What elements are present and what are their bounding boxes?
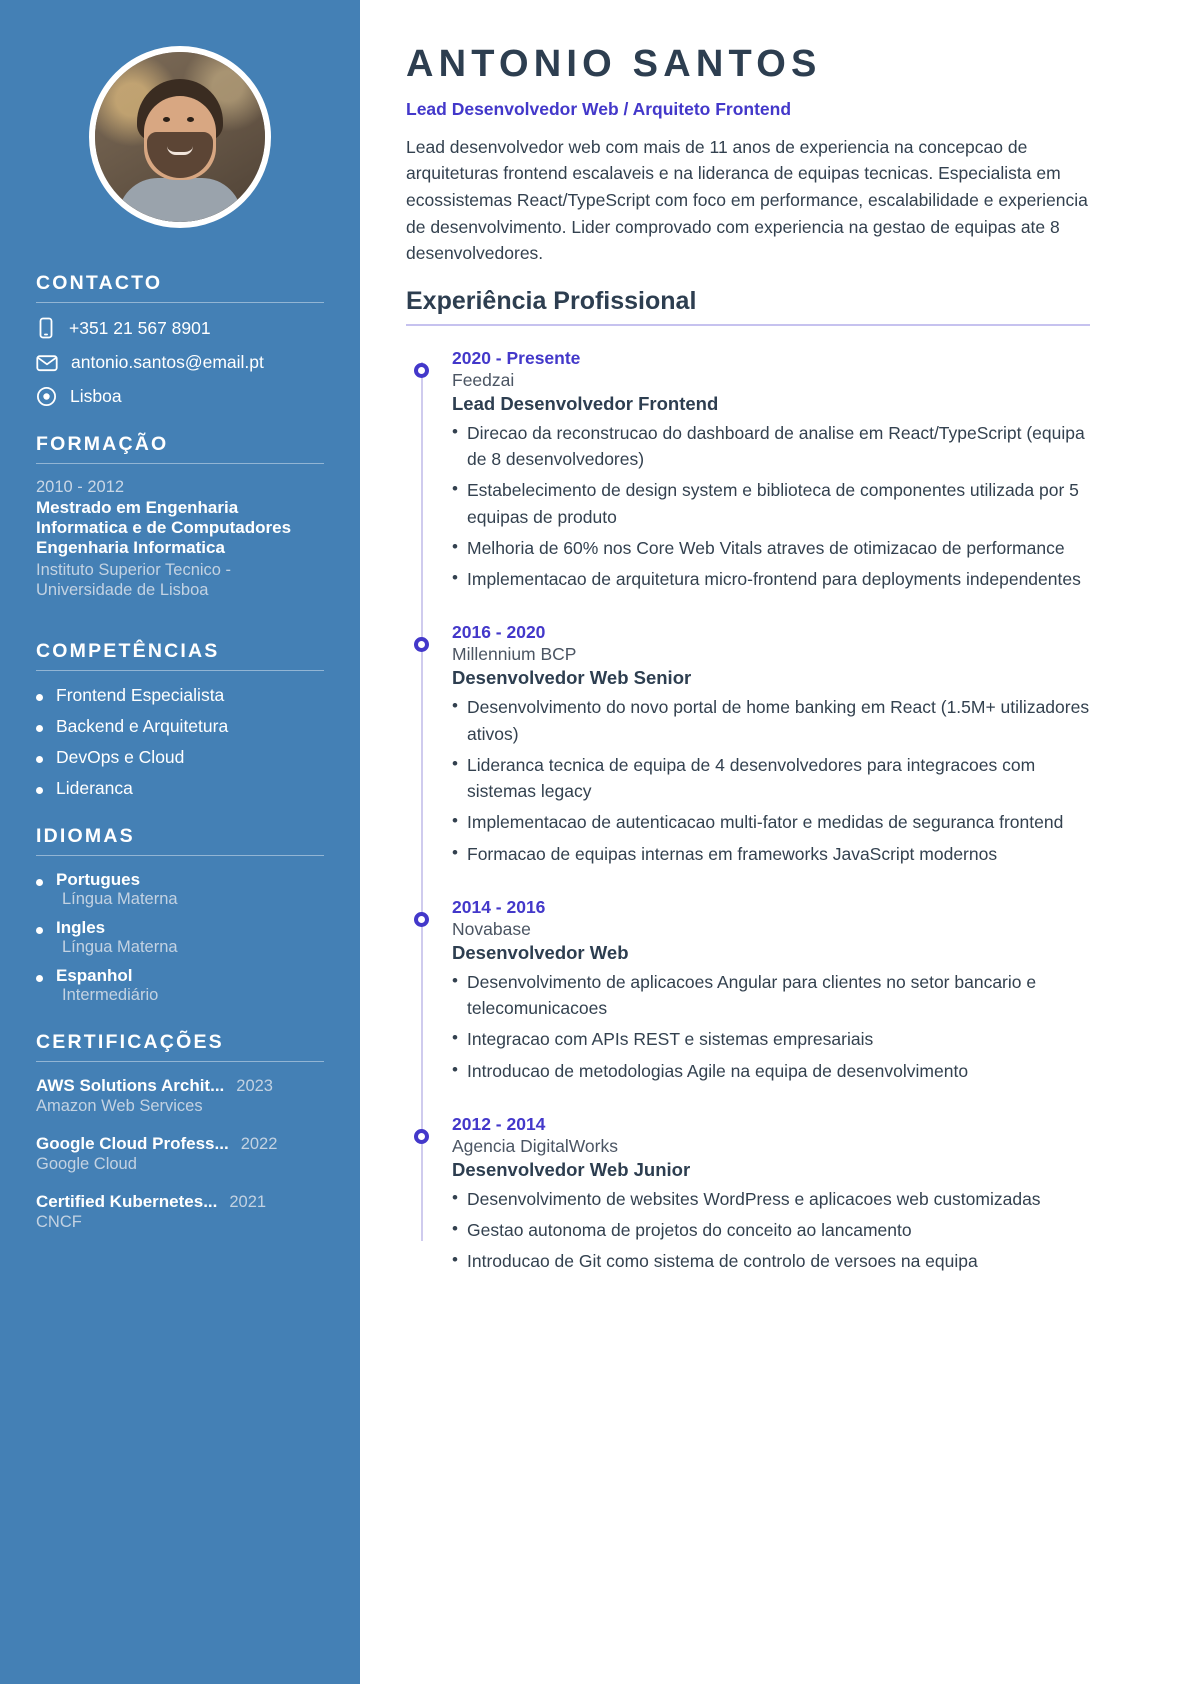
- list-item: [36, 1076, 324, 1116]
- avatar-eye-right: [187, 117, 194, 122]
- languages-section: [0, 825, 360, 1005]
- certifications-section: [0, 1031, 360, 1232]
- languages-list: [36, 870, 324, 1005]
- skill-label: DevOps e Cloud: [56, 746, 185, 767]
- contact-heading: CONTACTO: [36, 272, 163, 294]
- bullet-icon: [36, 879, 43, 886]
- experience-dates: 2016 - 2020: [452, 622, 546, 643]
- list-item: [36, 1134, 324, 1174]
- experience-bullets: [452, 1186, 1090, 1275]
- list-item: • Formacao de equipas internas em frameworks JavaScript modernos: [452, 841, 1090, 867]
- contact-phone[interactable]: [36, 317, 324, 339]
- skills-heading: COMPETÊNCIAS: [36, 639, 220, 662]
- language-level: Intermediário: [62, 985, 159, 1004]
- timeline-marker-icon: [414, 912, 429, 927]
- list-item: [36, 778, 324, 799]
- certification-name: Certified Kubernetes...: [36, 1191, 218, 1211]
- certification-name: AWS Solutions Archit...: [36, 1075, 225, 1095]
- contact-location[interactable]: [36, 386, 324, 407]
- certification-year: 2021: [229, 1192, 267, 1211]
- languages-heading: IDIOMAS: [36, 824, 135, 847]
- language-level: Língua Materna: [62, 937, 178, 956]
- education-item: [36, 478, 324, 600]
- list-item: [36, 918, 324, 957]
- experience-position: Desenvolvedor Web: [452, 941, 629, 963]
- certification-issuer: Amazon Web Services: [36, 1096, 203, 1115]
- contact-location-value: Lisboa: [70, 386, 122, 406]
- education-heading: FORMAÇÃO: [36, 433, 169, 455]
- list-item: • Integracao com APIs REST e sistemas empresariais: [452, 1026, 1090, 1052]
- bullet-icon: [36, 787, 43, 794]
- language-name: Espanhol: [56, 965, 133, 985]
- contact-divider: [36, 302, 324, 303]
- list-item: • Lideranca tecnica de equipa de 4 desenvolvedores para integracoes com sistemas legacy: [452, 752, 1090, 805]
- list-item: • Desenvolvimento de websites WordPress e aplicacoes web customizadas: [452, 1186, 1090, 1212]
- sidebar: [0, 0, 360, 1684]
- list-item: • Direcao da reconstrucao do dashboard de analise em React/TypeScript (equipa de 8 desenvolvedores): [452, 420, 1090, 473]
- experience-bullets: [452, 694, 1090, 867]
- experience-company: Feedzai: [452, 369, 515, 390]
- language-level: Língua Materna: [62, 889, 178, 908]
- education-school: Instituto Superior Tecnico - Universidade de Lisboa: [36, 560, 232, 599]
- certification-year: 2022: [240, 1134, 278, 1153]
- avatar-wrapper: [0, 0, 360, 246]
- phone-icon: [36, 317, 56, 339]
- list-item: [36, 716, 324, 737]
- experience-entry: [452, 348, 1090, 593]
- main-content: [360, 0, 1190, 1684]
- skill-label: Frontend Especialista: [56, 684, 225, 705]
- job-role-subtitle: Lead Desenvolvedor Web / Arquiteto Frontend: [406, 98, 792, 119]
- timeline-marker-icon: [414, 637, 429, 652]
- experience-entry: [452, 1114, 1090, 1275]
- experience-section-title: Experiência Profissional: [406, 287, 1090, 326]
- experience-timeline: [406, 348, 1090, 1275]
- education-degree: Mestrado em Engenharia Informatica e de Computadores Engenharia Informatica: [36, 498, 292, 558]
- list-item: • Implementacao de autenticacao multi-fator e medidas de seguranca frontend: [452, 809, 1090, 835]
- list-item: [36, 685, 324, 706]
- location-icon: [36, 386, 57, 407]
- list-item: • Introducao de Git como sistema de controlo de versoes na equipa: [452, 1248, 1090, 1274]
- certification-issuer: Google Cloud: [36, 1154, 137, 1173]
- bullet-icon: [36, 975, 43, 982]
- bullet-icon: [36, 694, 43, 701]
- skills-section: [0, 640, 360, 799]
- page-title: ANTONIO SANTOS: [406, 43, 822, 85]
- avatar-eye-left: [163, 117, 170, 122]
- language-name: Portugues: [56, 869, 141, 889]
- list-item: • Estabelecimento de design system e biblioteca de componentes utilizada por 5 equipas de produto: [452, 477, 1090, 530]
- list-item: [36, 870, 324, 909]
- education-divider: [36, 463, 324, 464]
- experience-position: Lead Desenvolvedor Frontend: [452, 392, 719, 414]
- experience-company: Novabase: [452, 918, 531, 939]
- list-item: [36, 1192, 324, 1232]
- email-icon: [36, 354, 58, 372]
- experience-dates: 2014 - 2016: [452, 896, 546, 917]
- experience-company: Agencia DigitalWorks: [452, 1135, 618, 1156]
- contact-email-value: antonio.santos@email.pt: [71, 352, 264, 372]
- experience-entry: [452, 622, 1090, 867]
- education-section: [0, 433, 360, 600]
- experience-dates: 2020 - Presente: [452, 347, 581, 368]
- experience-position: Desenvolvedor Web Junior: [452, 1158, 691, 1180]
- experience-position: Desenvolvedor Web Senior: [452, 667, 692, 689]
- list-item: • Gestao autonoma de projetos do conceito ao lancamento: [452, 1217, 1090, 1243]
- certifications-divider: [36, 1061, 324, 1062]
- contact-email[interactable]: [36, 352, 324, 373]
- contact-phone-value: +351 21 567 8901: [69, 317, 211, 338]
- experience-entry: [452, 897, 1090, 1084]
- list-item: • Implementacao de arquitetura micro-frontend para deployments independentes: [452, 566, 1090, 592]
- certifications-heading: CERTIFICAÇÕES: [36, 1030, 224, 1053]
- avatar-body: [118, 178, 242, 228]
- avatar: [89, 46, 271, 228]
- language-name: Ingles: [56, 917, 106, 937]
- experience-bullets: [452, 420, 1090, 593]
- certification-issuer: CNCF: [36, 1212, 82, 1231]
- contact-section: [0, 272, 360, 407]
- list-item: • Desenvolvimento de aplicacoes Angular para clientes no setor bancario e telecomunicacoes: [452, 969, 1090, 1022]
- timeline-marker-icon: [414, 363, 429, 378]
- experience-company: Millennium BCP: [452, 644, 577, 665]
- list-item: • Introducao de metodologias Agile na equipa de desenvolvimento: [452, 1058, 1090, 1084]
- skill-label: Lideranca: [56, 777, 133, 798]
- education-dates: 2010 - 2012: [36, 478, 125, 496]
- skill-label: Backend e Arquitetura: [56, 715, 229, 736]
- list-item: [36, 747, 324, 768]
- experience-dates: 2012 - 2014: [452, 1113, 546, 1134]
- certification-name: Google Cloud Profess...: [36, 1133, 229, 1153]
- list-item: [36, 966, 324, 1005]
- timeline-marker-icon: [414, 1129, 429, 1144]
- list-item: • Melhoria de 60% nos Core Web Vitals atraves de otimizacao de performance: [452, 535, 1090, 561]
- languages-divider: [36, 855, 324, 856]
- skills-list: [36, 685, 324, 799]
- certification-year: 2023: [236, 1076, 273, 1095]
- professional-summary: Lead desenvolvedor web com mais de 11 anos de experiencia na concepcao de arquiteturas frontend escalaveis e na lideranca de equipas tecnicas. Especialista em ecossistemas React/TypeScript com foco em performance, escalabilidade e experiencia de desenvolvimento. Lider comprovado com experiencia na gestao de equipas ate 8 desenvolvedores.: [406, 136, 1088, 264]
- bullet-icon: [36, 756, 43, 763]
- skills-divider: [36, 670, 324, 671]
- list-item: • Desenvolvimento do novo portal de home banking em React (1.5M+ utilizadores ativos): [452, 694, 1090, 747]
- bullet-icon: [36, 725, 43, 732]
- bullet-icon: [36, 927, 43, 934]
- experience-bullets: [452, 969, 1090, 1084]
